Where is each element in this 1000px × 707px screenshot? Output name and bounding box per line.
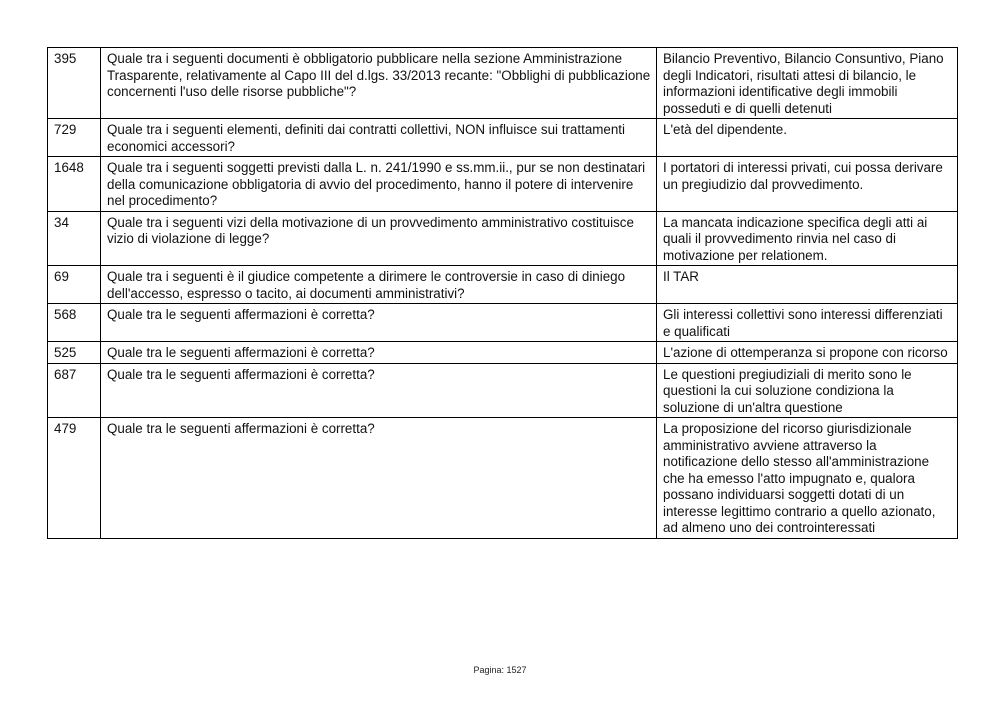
answer-text: L'età del dipendente. (657, 119, 958, 157)
question-number: 69 (48, 266, 101, 304)
question-text: Quale tra i seguenti è il giudice competente a dirimere le controversie in caso di diniego dell'accesso, espresso o tacito, ai documenti amministrativi? (101, 266, 657, 304)
table-row (48, 363, 958, 418)
answer-text: La proposizione del ricorso giurisdizionale amministrativo avviene attraverso la notificazione dello stesso all'amministrazione che ha emesso l'atto impugnato e, qualora possano individuarsi soggetti dotati di un interesse legittimo contrario a quello azionato, ad almeno uno dei controinteressati (657, 418, 958, 539)
question-number: 479 (48, 418, 101, 539)
table-row (48, 48, 958, 119)
answer-text: L'azione di ottemperanza si propone con ricorso (657, 342, 958, 364)
question-text: Quale tra le seguenti affermazioni è corretta? (101, 363, 657, 418)
table-row (48, 342, 958, 364)
answer-text: I portatori di interessi privati, cui possa derivare un pregiudizio dal provvedimento. (657, 157, 958, 212)
answer-text: Il TAR (657, 266, 958, 304)
question-number: 729 (48, 119, 101, 157)
question-text: Quale tra i seguenti documenti è obbligatorio pubblicare nella sezione Amministrazione Trasparente, relativamente al Capo III del d.lgs. 33/2013 recante: "Obblighi di pubblicazione concernenti l'uso delle risorse pubbliche"? (101, 48, 657, 119)
question-number: 525 (48, 342, 101, 364)
table-row (48, 211, 958, 266)
page-footer: Pagina: 1527 (473, 665, 527, 675)
question-number: 34 (48, 211, 101, 266)
question-number: 1648 (48, 157, 101, 212)
questions-table-body (48, 48, 958, 539)
table-row (48, 119, 958, 157)
question-text: Quale tra le seguenti affermazioni è corretta? (101, 342, 657, 364)
table-row (48, 304, 958, 342)
table-row (48, 157, 958, 212)
question-number: 687 (48, 363, 101, 418)
question-text: Quale tra i seguenti vizi della motivazione di un provvedimento amministrativo costituisce vizio di violazione di legge? (101, 211, 657, 266)
question-number: 395 (48, 48, 101, 119)
table-row (48, 418, 958, 539)
question-text: Quale tra i seguenti soggetti previsti dalla L. n. 241/1990 e ss.mm.ii., pur se non destinatari della comunicazione obbligatoria di avvio del procedimento, hanno il potere di intervenire nel procedimento? (101, 157, 657, 212)
question-text: Quale tra le seguenti affermazioni è corretta? (101, 418, 657, 539)
question-number: 568 (48, 304, 101, 342)
answer-text: La mancata indicazione specifica degli atti ai quali il provvedimento rinvia nel caso di motivazione per relationem. (657, 211, 958, 266)
answer-text: Gli interessi collettivi sono interessi differenziati e qualificati (657, 304, 958, 342)
question-text: Quale tra le seguenti affermazioni è corretta? (101, 304, 657, 342)
table-row (48, 266, 958, 304)
questions-table (47, 47, 958, 539)
answer-text: Le questioni pregiudiziali di merito sono le questioni la cui soluzione condiziona la soluzione di un'altra questione (657, 363, 958, 418)
answer-text: Bilancio Preventivo, Bilancio Consuntivo, Piano degli Indicatori, risultati attesi di bilancio, le informazioni identificative degli immobili posseduti e di quelli detenuti (657, 48, 958, 119)
question-text: Quale tra i seguenti elementi, definiti dai contratti collettivi, NON influisce sui trattamenti economici accessori? (101, 119, 657, 157)
